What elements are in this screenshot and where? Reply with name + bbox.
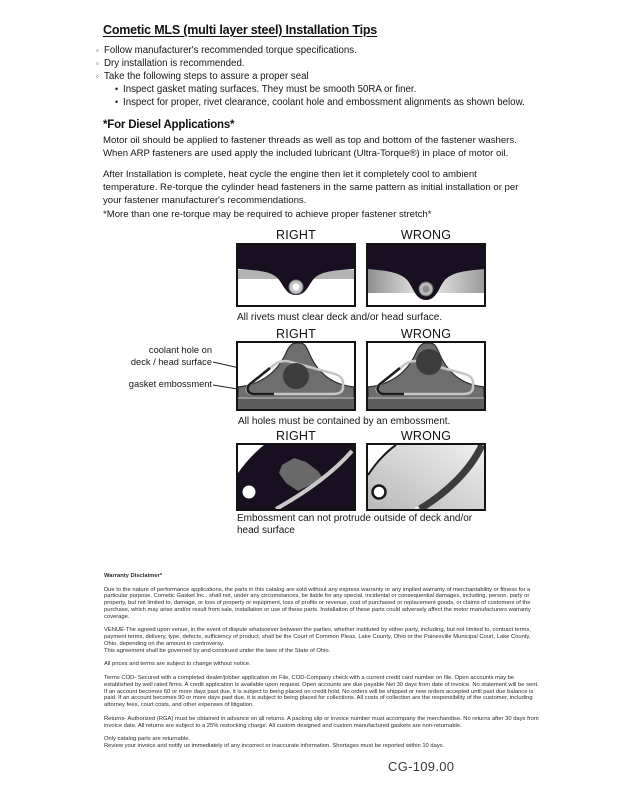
right-label: RIGHT (276, 327, 316, 341)
diesel-section-heading: *For Diesel Applications* (103, 119, 235, 131)
rivet-right-diagram (236, 243, 356, 307)
right-label: RIGHT (276, 228, 316, 242)
rivet-caption: All rivets must clear deck and/or head surface. (237, 312, 443, 323)
legal-paragraph: This agreement shall be governed by and construed under the laws of the State of Ohio. (104, 647, 331, 654)
wrong-label: WRONG (400, 228, 452, 242)
wrong-label: WRONG (400, 327, 452, 341)
legal-paragraph: Only catalog parts are returnable. (104, 736, 191, 743)
bullet-icon: ◦ (96, 46, 99, 55)
wrong-label: WRONG (400, 429, 452, 443)
legal-paragraph: Due to the nature of performance applications, the parts in this catalog are sold without any express warranty or any implied warranty of merchantability or fitness for a particular purpose. Cometic Gasket Inc., shall not, under any circumstances, be liable for any special, incidental or consequential damages, including, person, party or property, but not limited to, damage, or loss of property or equipment, loss of profits or revenue, cost of purchased or replacement goods, or claims of customers of the purchase, which may arise and/or result from sale, installation or use of these parts. Installation of these parts could adversely affect the motor manufacturers warranty coverage. (104, 586, 531, 620)
list-item (96, 70, 546, 83)
coolant-right-diagram (236, 341, 356, 411)
tip-text: Dry installation is recommended. (104, 58, 245, 69)
list-item (115, 96, 546, 109)
bullet-icon: ◦ (96, 59, 99, 68)
tip-text: Take the following steps to assure a proper seal (104, 71, 309, 82)
embossment-right-diagram (236, 443, 356, 511)
tip-text: Follow manufacturer's recommended torque specifications. (104, 45, 357, 56)
rivet-wrong-diagram (366, 243, 486, 307)
embossment-wrong-diagram (366, 443, 486, 511)
bullet-icon: ◦ (96, 72, 99, 81)
legal-paragraph: All prices and terms are subject to change without notice. (104, 661, 251, 668)
list-item (96, 57, 546, 70)
retorque-note: *More than one re-torque may be required to achieve proper fastener stretch* (103, 209, 432, 220)
legal-paragraph: Returns- Authorized (RGA) must be obtained in advance on all returns. A packing slip or invoice number must accompany the merchandise. No returns after 30 days from invoice date. All returns are subject to a 25% restocking charge. All custom designed and custom manufactured gaskets are non-returnable. (104, 715, 539, 729)
warranty-disclaimer (104, 573, 540, 757)
list-item (96, 44, 546, 57)
embossment-caption: Embossment can not protrude outside of deck and/or head surface (237, 513, 473, 536)
legal-paragraph: VENUE-The agreed upon venue, in the event of dispute whatsoever between the parties, whether instituted by either party, including, but not limited to, contract terms, payment terms, delivery, type, defects, sufficiency of product, shall be the Court of Common Pleas, Lake County, Ohio or the Painesville Municipal Court, Lake County, Ohio, depending on the amount in controversy. (104, 627, 531, 647)
page-number: CG-109.00 (388, 759, 455, 774)
diesel-paragraph-1: Motor oil should be applied to fastener threads as well as top and bottom of the fastener washers. When ARP fasteners are used apply the included lubricant (Ultra-Torque®) in place of motor oil. (103, 135, 517, 159)
legal-paragraph: Terms COD- Secured with a completed dealer/jobber application on File, COD-Company check with a current credit card number on file. Open accounts may be established by well rated firms. A credit application is available upon request. Open accounts are due payable Net 30 days from date of invoice. No statement will be sent. If an account becomes 60 or more days past due, it is subject to being placed on credit hold. No orders will be shipped or new orders accepted until past due balance is paid. If an account becomes 90 or more days past due, it is subject to being placed for collections. All costs of collection are the responsibility of the customer, including attorney fees, court costs, and other expenses of litigation. (104, 674, 539, 709)
diesel-paragraph-2: After Installation is complete, heat cycle the engine then let it completely cool to ambient temperature. Re-torque the cylinder head fasteners in the same pattern as initial installation or per your fastener manufacturer's recommendations. (103, 169, 519, 206)
coolant-hole-label-line1: coolant hole on (148, 345, 212, 355)
tips-list (96, 44, 546, 109)
warranty-heading: Warranty Disclaimer* (104, 573, 163, 579)
coolant-hole-label-line2: deck / head surface (130, 356, 212, 367)
list-item (115, 83, 546, 96)
page-title: Cometic MLS (multi layer steel) Installation Tips (103, 23, 378, 37)
bullet-icon: • (115, 84, 119, 94)
coolant-hole-label (106, 345, 212, 368)
tip-text: Inspect gasket mating surfaces. They must be smooth 50RA or finer. (123, 84, 417, 95)
legal-paragraph: Review your invoice and notify us immediately of any incorrect or inaccurate information. Shortages must be reported within 10 days. (104, 742, 445, 749)
gasket-embossment-label: gasket embossment (128, 379, 212, 389)
coolant-wrong-diagram (366, 341, 486, 411)
right-label: RIGHT (276, 429, 316, 443)
tip-text: Inspect for proper, rivet clearance, coolant hole and embossment alignments as shown below. (123, 97, 525, 108)
bullet-icon: • (115, 97, 119, 107)
coolant-caption: All holes must be contained by an embossment. (238, 416, 451, 427)
